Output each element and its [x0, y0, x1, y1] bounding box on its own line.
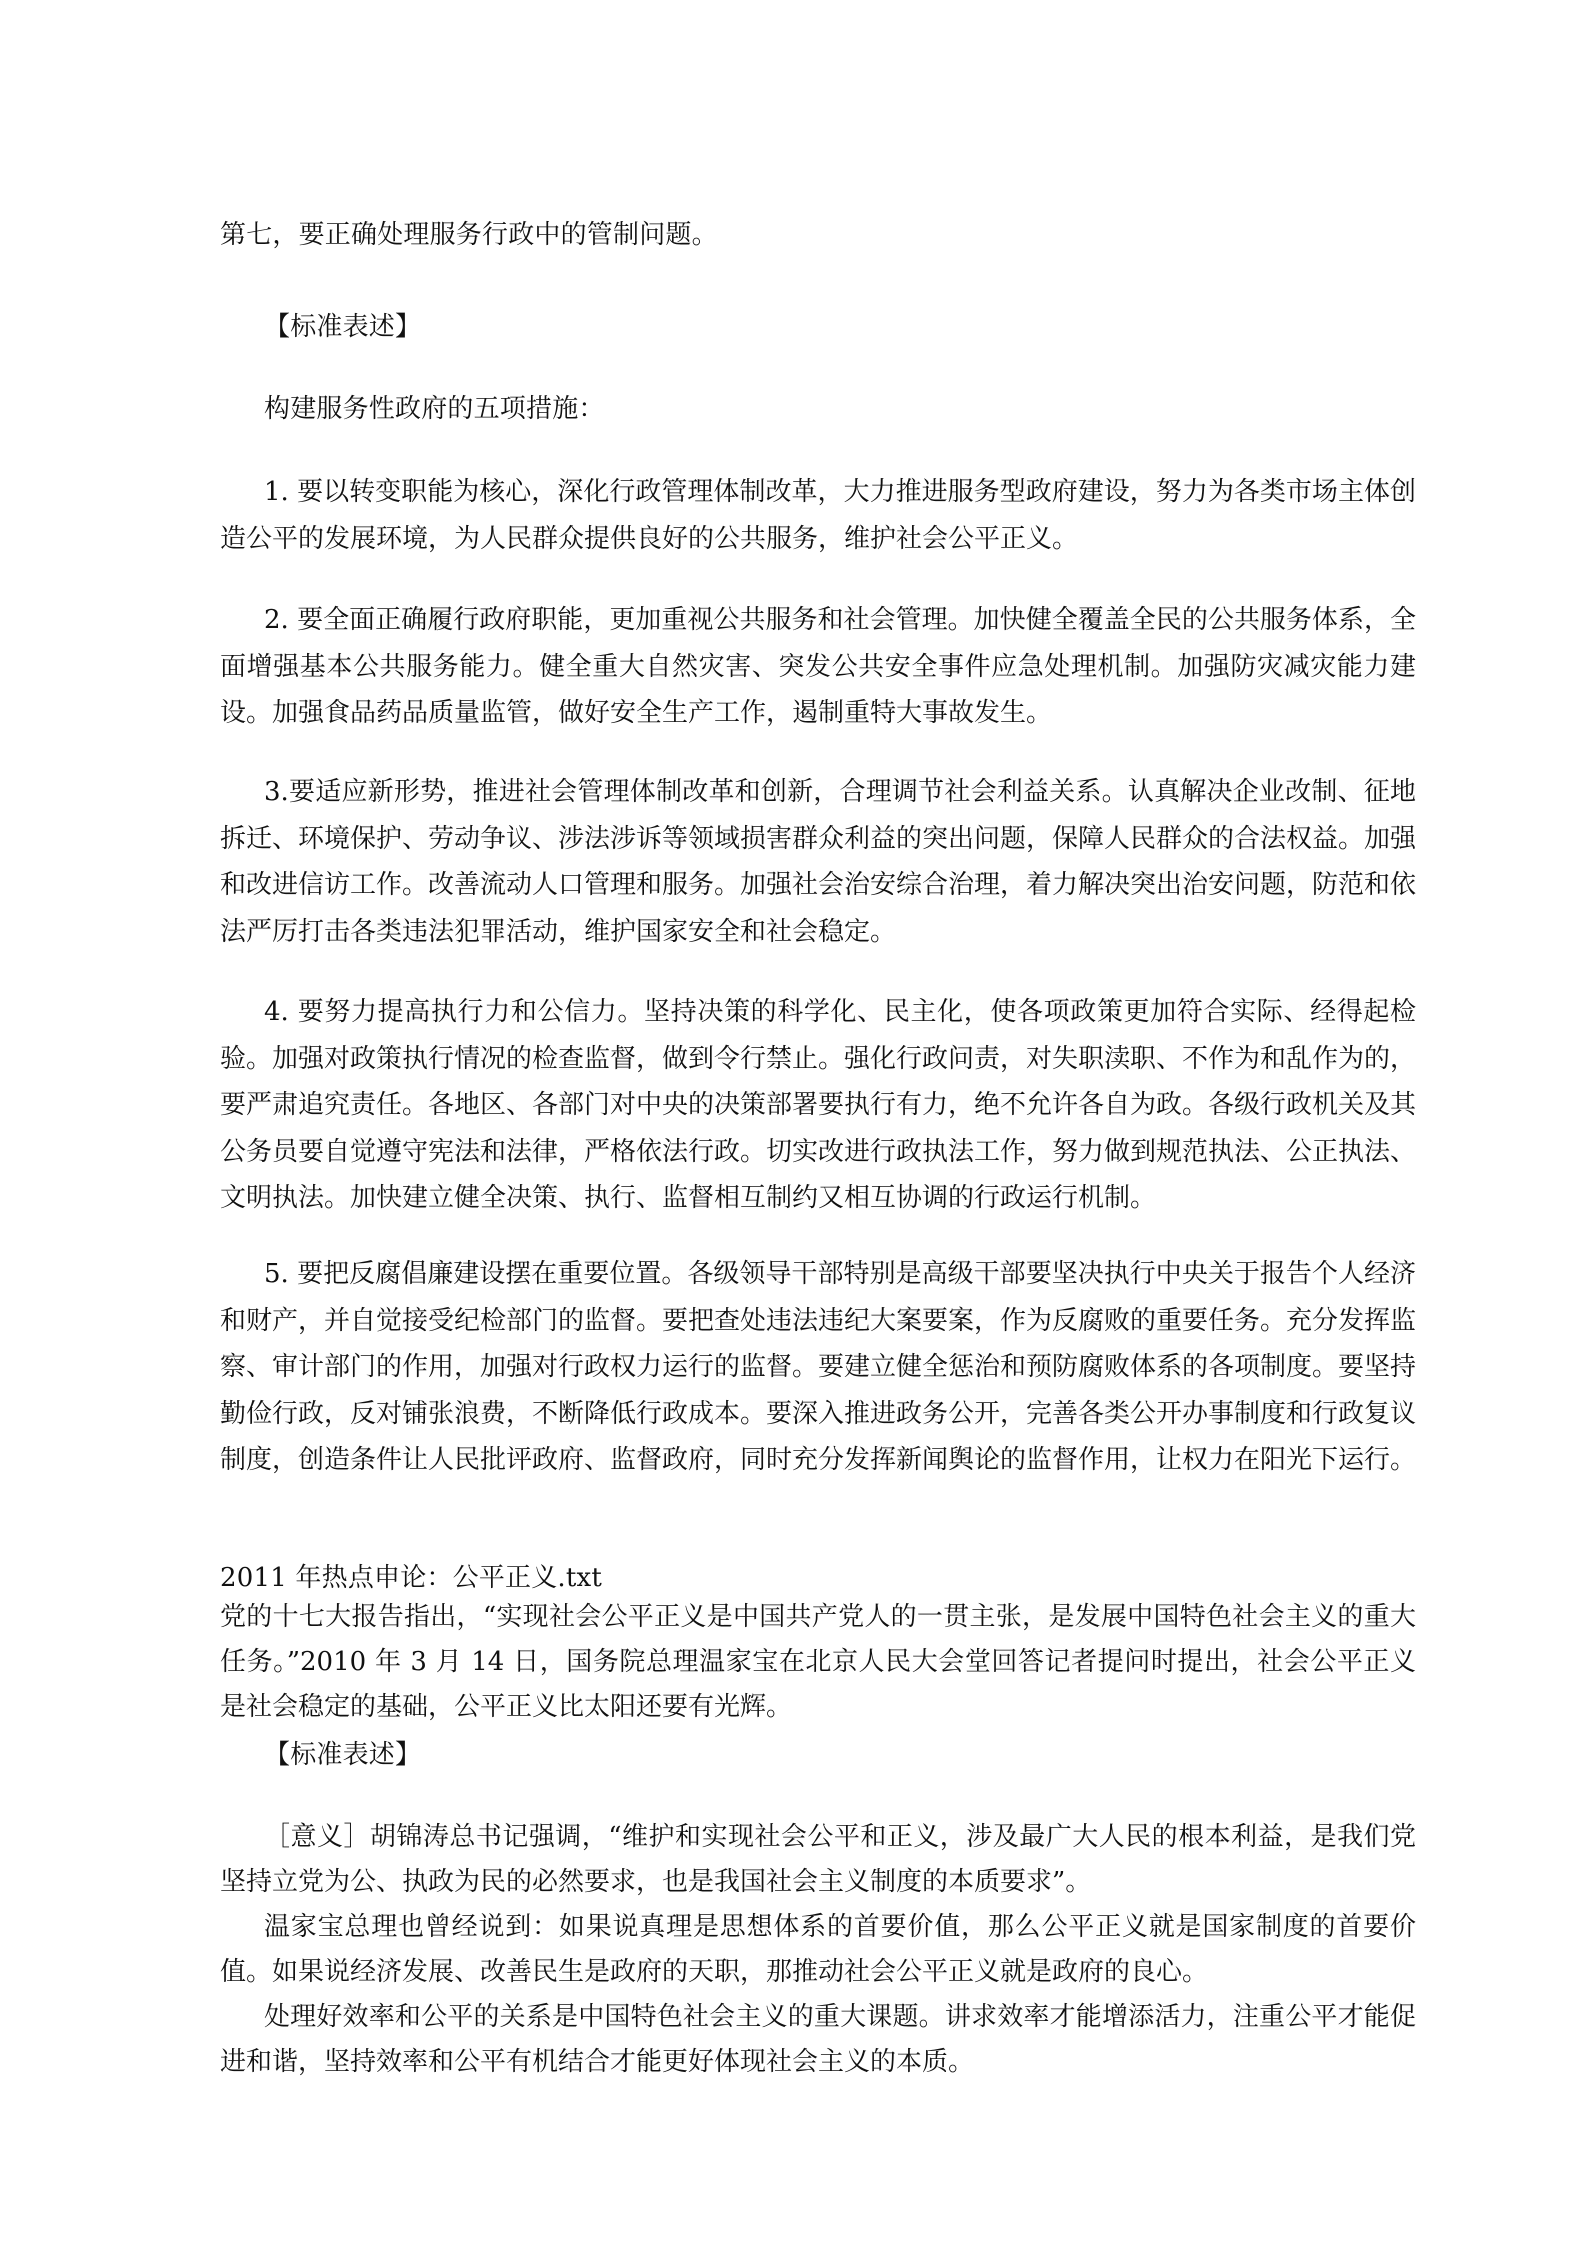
measure-item-3: 3.要适应新形势，推进社会管理体制改革和创新，合理调节社会利益关系。认真解决企业改制、征地拆迁、环境保护、劳动争议、涉法涉诉等领域损害群众利益的突出问题，保障人民群众的合法权益。加强和改进信访工作。改善流动人口管理和服务。加强社会治安综合治理，着力解决突出治安问题，防范和依法严厉打击各类违法犯罪活动，维护国家安全和社会稳定。 [220, 777, 1417, 947]
meaning-paragraph-1: ［意义］胡锦涛总书记强调，“维护和实现社会公平和正义，涉及最广大人民的根本利益，是我们党坚持立党为公、执政为民的必然要求，也是我国社会主义制度的本质要求”。 [220, 1822, 1416, 1897]
meaning-paragraph-3: 处理好效率和公平的关系是中国特色社会主义的重大课题。讲求效率才能增添活力，注重公平才能促进和谐，坚持效率和公平有机结合才能更好体现社会主义的本质。 [220, 2002, 1416, 2077]
standard-statement-label-2: 【标准表述】 [264, 1740, 422, 1770]
measure-item-5: 5. 要把反腐倡廉建设摆在重要位置。各级领导干部特别是高级干部要坚决执行中央关于报告个人经济和财产，并自觉接受纪检部门的监督。要把查处违法违纪大案要案，作为反腐败的重要任务。充分发挥监察、审计部门的作用，加强对行政权力运行的监督。要建立健全惩治和预防腐败体系的各项制度。要坚持勤俭行政，反对铺张浪费，不断降低行政成本。要深入推进政务公开，完善各类公开办事制度和行政复议制度，创造条件让人民批评政府、监督政府，同时充分发挥新闻舆论的监督作用，让权力在阳光下运行。 [220, 1259, 1417, 1475]
meaning-paragraph-2: 温家宝总理也曾经说到：如果说真理是思想体系的首要价值，那么公平正义就是国家制度的首要价值。如果说经济发展、改善民生是政府的天职，那推动社会公平正义就是政府的良心。 [220, 1912, 1416, 1987]
measures-intro: 构建服务性政府的五项措施： [264, 394, 605, 424]
measure-item-1: 1. 要以转变职能为核心，深化行政管理体制改革，大力推进服务型政府建设，努力为各类市场主体创造公平的发展环境，为人民群众提供良好的公共服务，维护社会公平正义。 [220, 477, 1416, 554]
measure-item-4: 4. 要努力提高执行力和公信力。坚持决策的科学化、民主化，使各项政策更加符合实际、经得起检验。加强对政策执行情况的检查监督，做到令行禁止。强化行政问责，对失职渎职、不作为和乱作为的，要严肃追究责任。各地区、各部门对中央的决策部署要执行有力，绝不允许各自为政。各级行政机关及其公务员要自觉遵守宪法和法律，严格依法行政。切实改进行政执法工作，努力做到规范执法、公正执法、文明执法。加快建立健全决策、执行、监督相互制约又相互协调的行政运行机制。 [220, 997, 1417, 1213]
file-title: 2011 年热点申论：公平正义.txt [220, 1563, 603, 1593]
section-heading-seventh: 第七，要正确处理服务行政中的管制问题。 [220, 220, 718, 250]
measure-item-2: 2. 要全面正确履行政府职能，更加重视公共服务和社会管理。加快健全覆盖全民的公共服务体系，全面增强基本公共服务能力。健全重大自然灾害、突发公共安全事件应急处理机制。加强防灾减灾能力建设。加强食品药品质量监管，做好安全生产工作，遏制重特大事故发生。 [220, 605, 1416, 728]
file-intro-paragraph: 党的十七大报告指出，“实现社会公平正义是中国共产党人的一贯主张，是发展中国特色社会主义的重大任务。”2010 年 3 月 14 日，国务院总理温家宝在北京人民大会堂回答记者提问时提出，社会公平正义是社会稳定的基础，公平正义比太阳还要有光辉。 [220, 1602, 1416, 1722]
standard-statement-label: 【标准表述】 [264, 312, 422, 342]
